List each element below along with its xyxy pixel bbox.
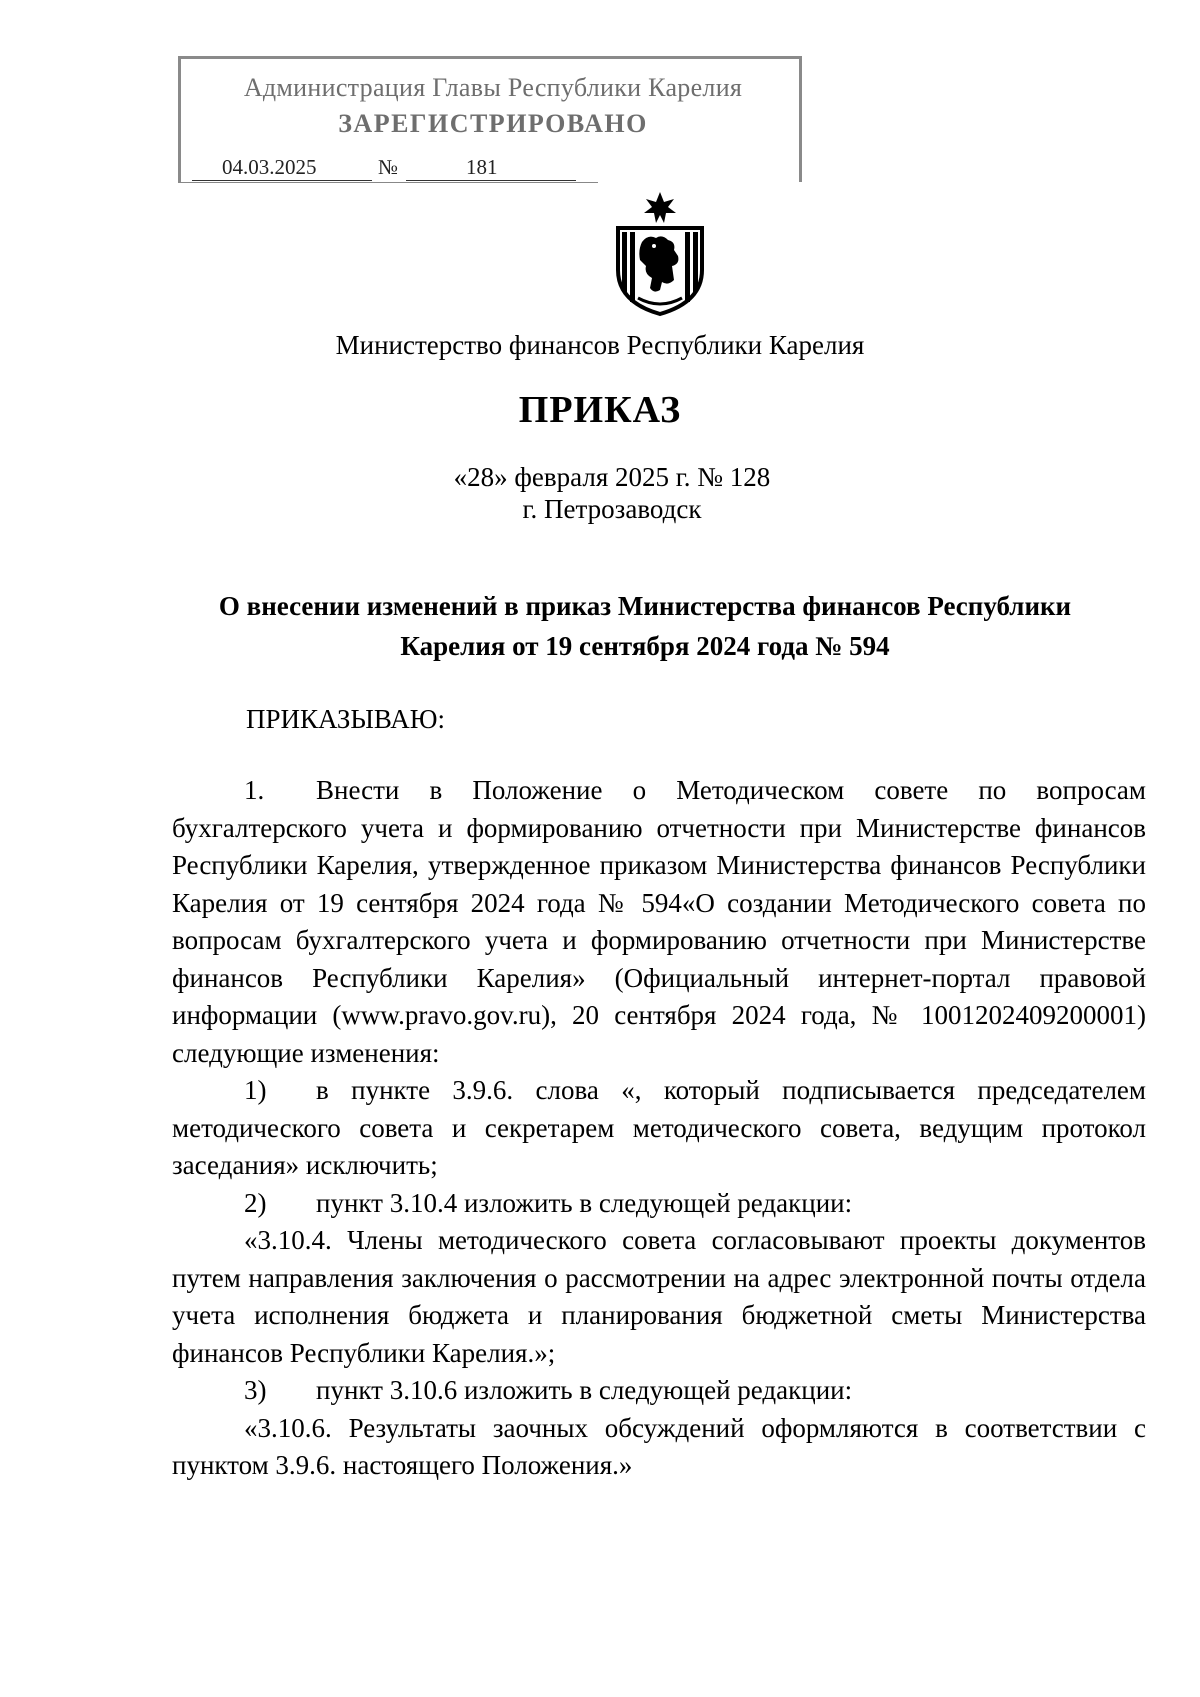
- subitem-2: [172, 1185, 1146, 1223]
- paragraph-1: [172, 772, 1146, 1072]
- document-city: г. Петрозаводск: [522, 494, 702, 524]
- stamp-number-sign: №: [378, 155, 399, 179]
- subitem-3-label: 3): [244, 1375, 267, 1405]
- subitem-2-text: пункт 3.10.4 изложить в следующей редакции:: [316, 1187, 853, 1218]
- order-word: ПРИКАЗЫВАЮ:: [246, 704, 445, 734]
- stamp-registered-label: ЗАРЕГИСТРИРОВАНО: [338, 109, 648, 138]
- subitem-3: [172, 1372, 1146, 1410]
- document-body: [172, 772, 1146, 1485]
- subitem-1: [172, 1072, 1146, 1185]
- document-subject: [170, 586, 1120, 666]
- quote-2: «3.10.6. Результаты заочных обсуждений оформляются в соответствии с пунктом 3.9.6. настоящего Положения.»: [172, 1412, 1146, 1480]
- document-date-number: «28» февраля 2025 г. № 128: [453, 462, 771, 492]
- stamp-underline: [178, 182, 598, 183]
- subject-line-2: Карелия от 19 сентября 2024 года № 594: [400, 631, 890, 661]
- paragraph-1-text: Внести в Положение о Методическом совете по вопросам бухгалтерского учета и формированию отчетности при Министерстве финансов Республики Карелия, утвержденное приказом Министерства финансов Республики Карелия от 19 сентября 2024 года № 594«О создании Методического совета по вопросам бухгалтерского учета и формированию отчетности при Министерстве финансов Республики Карелия» (Официальный интернет-портал правовой информации (www.pravo.gov.ru), 20 сентября 2024 года, № 1001202409200001) следующие изменения:: [172, 775, 1146, 1068]
- subitem-1-text: в пункте 3.9.6. слова «, который подписывается председателем методического совета и секретарем методического совета, ведущим протокол заседания» исключить;: [172, 1075, 1146, 1180]
- stamp-registration-details: [178, 155, 598, 185]
- subitem-3-text: пункт 3.10.6 изложить в следующей редакции:: [316, 1375, 853, 1405]
- stamp-authority: Администрация Главы Республики Карелия: [243, 73, 743, 102]
- karelia-coat-of-arms-icon: [608, 190, 712, 318]
- stamp-number: 181: [406, 155, 576, 181]
- stamp-date: 04.03.2025: [192, 155, 372, 181]
- document-title: ПРИКАЗ: [518, 389, 682, 431]
- subitem-2-label: 2): [244, 1187, 267, 1218]
- coat-of-arms-graphic: [608, 190, 712, 318]
- quote-1: «3.10.4. Члены методического совета согласовывают проекты документов путем направления заключения о рассмотрении на адрес электронной почты отдела учета исполнения бюджета и планирования бюджетной сметы Министерства финансов Республики Карелия.»;: [172, 1225, 1146, 1368]
- paragraph-1-label: 1.: [244, 775, 265, 805]
- subitem-1-label: 1): [244, 1075, 267, 1105]
- ministry-name: Министерство финансов Республики Карелия: [335, 330, 865, 360]
- subject-line-1: О внесении изменений в приказ Министерства финансов Республики: [218, 591, 1072, 621]
